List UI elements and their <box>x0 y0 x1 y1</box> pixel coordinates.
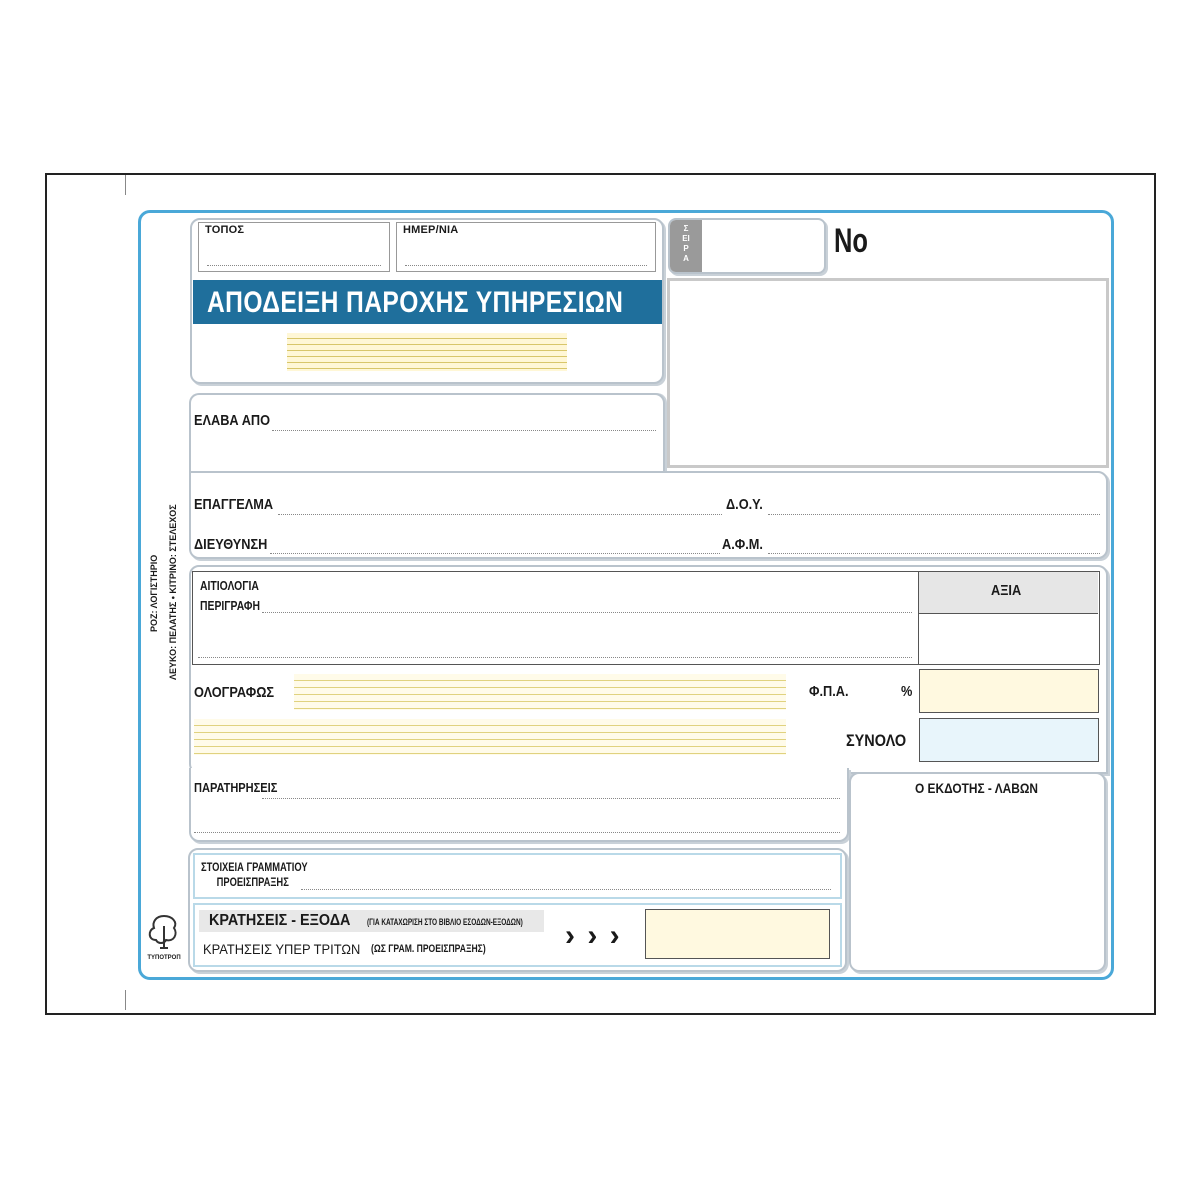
vat-number-label: Α.Φ.Μ. <box>722 536 763 553</box>
vat-percent-sign: % <box>901 683 913 700</box>
total-amount-box[interactable] <box>919 718 1099 762</box>
withholdings-label: ΚΡΑΤΗΣΕΙΣ - ΕΞΟΔΑ <box>209 912 351 929</box>
title-band <box>193 280 662 324</box>
withholdings-field <box>193 903 842 967</box>
date-field[interactable] <box>396 222 656 272</box>
copy-colors-note-1: ΡΟΖ: ΛΟΓΙΣΤΗΡΙΟ <box>149 554 159 632</box>
profession-label: ΕΠΑΓΓΕΛΜΑ <box>194 496 274 513</box>
series-box[interactable] <box>668 218 826 274</box>
title-shaded-area <box>287 333 567 371</box>
address-label: ΔΙΕΥΘΥΝΣΗ <box>194 536 268 553</box>
remarks-line-1[interactable] <box>262 798 840 799</box>
reason-label: ΑΙΤΙΟΛΟΓΙΑ <box>200 578 259 593</box>
issuer-receiver-label: Ο ΕΚΔΟΤΗΣ - ΛΑΒΩΝ <box>915 780 1038 796</box>
series-label-band <box>670 220 702 272</box>
in-words-label: ΟΛΟΓΡΑΦΩΣ <box>194 684 275 701</box>
in-words-shaded-area[interactable] <box>294 674 786 710</box>
date-dotted-line <box>405 265 647 266</box>
prepayment-field[interactable] <box>193 853 842 899</box>
prepayment-label <box>201 860 308 890</box>
place-dotted-line <box>207 265 381 266</box>
prepayment-label-line1: ΣΤΟΙΧΕΙΑ ΓΡΑΜΜΑΤΙΟΥ <box>201 860 308 874</box>
description-label <box>200 576 260 616</box>
perforation-mark-bottom <box>125 990 126 1010</box>
third-party-label: ΚΡΑΤΗΣΕΙΣ ΥΠΕΡ ΤΡΙΤΩΝ <box>203 941 361 957</box>
in-words-shaded-area-2[interactable] <box>194 719 786 755</box>
value-label: ΑΞΙΑ <box>991 582 1022 599</box>
total-label: ΣΥΝΟΛΟ <box>846 731 907 750</box>
signature-box[interactable] <box>849 772 1106 972</box>
value-header <box>919 572 1098 614</box>
prepayment-label-line2: ΠΡΟΕΙΣΠΡΑΞΗΣ <box>216 875 289 889</box>
received-from-box <box>189 393 665 475</box>
prepayment-line <box>301 889 831 890</box>
issuer-stamp-box <box>667 278 1109 468</box>
brand-logo <box>144 912 184 962</box>
withholdings-amount-box[interactable] <box>645 909 830 959</box>
place-label: ΤΟΠΟΣ <box>205 224 245 236</box>
third-party-note: (ΩΣ ΓΡΑΜ. ΠΡΟΕΙΣΠΡΑΞΗΣ) <box>371 943 486 955</box>
place-field[interactable] <box>198 222 390 272</box>
remarks-box <box>189 768 849 842</box>
vat-label: Φ.Π.Α. <box>809 683 849 700</box>
number-box <box>828 216 1106 272</box>
value-input-cell[interactable] <box>920 614 1098 662</box>
address-line[interactable] <box>270 553 720 554</box>
number-label: No <box>834 222 868 260</box>
description-sub-label: ΠΕΡΙΓΡΑΦΗ <box>200 598 260 613</box>
tax-office-line[interactable] <box>768 514 1100 515</box>
series-label: ΣΕΙΡΑ <box>682 224 690 263</box>
brand-name: ΤΥΠΟΤΡΟΠ <box>147 955 181 961</box>
description-line-1[interactable] <box>262 612 912 613</box>
perforation-mark-top <box>125 175 126 195</box>
remarks-line-2[interactable] <box>194 832 840 833</box>
vat-amount-box[interactable] <box>919 669 1099 713</box>
description-line-2[interactable] <box>198 657 912 658</box>
received-from-label: ΕΛΑΒΑ ΑΠΟ <box>194 412 271 429</box>
profession-address-box <box>189 471 1108 559</box>
withholdings-note: (ΓΙΑ ΚΑΤΑΧΩΡΙΣΗ ΣΤΟ ΒΙΒΛΙΟ ΕΣΟΔΩΝ-ΕΞΟΔΩΝ) <box>367 917 523 927</box>
form-title: ΑΠΟΔΕΙΞΗ ΠΑΡΟΧΗΣ ΥΠΗΡΕΣΙΩΝ <box>207 286 624 319</box>
tax-office-label: Δ.Ο.Υ. <box>726 496 763 513</box>
profession-line[interactable] <box>278 514 722 515</box>
tree-logo-icon <box>144 912 184 952</box>
date-label: ΗΜΕΡ/ΝΙΑ <box>403 224 459 236</box>
vat-number-line[interactable] <box>768 553 1100 554</box>
received-from-line[interactable] <box>272 430 656 431</box>
copy-colors-note-2: ΛΕΥΚΟ: ΠΕΛΑΤΗΣ • ΚΙΤΡΙΝΟ: ΣΤΕΛΕΧΟΣ <box>168 504 178 680</box>
remarks-label: ΠΑΡΑΤΗΡΗΣΕΙΣ <box>194 780 278 795</box>
arrows-icon: › › › <box>565 919 622 952</box>
